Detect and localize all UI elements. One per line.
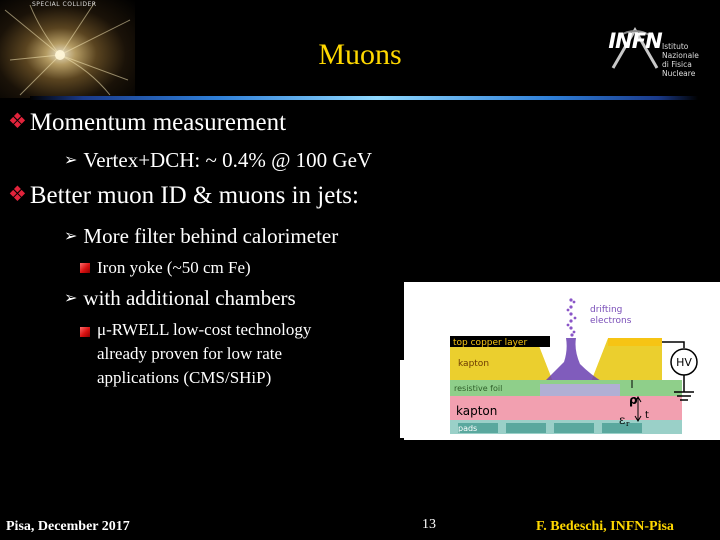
top-copper-right (608, 338, 662, 346)
pads-label: pads (458, 424, 478, 433)
hv-label: HV (676, 356, 692, 369)
epsilon-symbol: ε (619, 413, 626, 427)
sub-bullet-vertex (64, 148, 372, 173)
infn-subtitle-line: di Fisica Nucleare (662, 60, 696, 78)
page-number: 13 (422, 517, 436, 532)
infn-logo-subtitle (662, 42, 715, 78)
diamond-bullet-icon: ❖ (8, 109, 27, 133)
square-bullet-icon (80, 263, 90, 273)
sub-bullet-text: with additional chambers (83, 286, 296, 310)
arrow-bullet-icon: ➢ (64, 290, 78, 307)
arrow-bullet-icon: ➢ (64, 152, 78, 169)
footer-author: F. Bedeschi, INFN-Pisa (536, 519, 674, 534)
item-line: applications (CMS/SHiP) (97, 368, 272, 387)
square-bullet-icon (80, 327, 90, 337)
rwell-detector-diagram (400, 280, 720, 442)
epsilon-subscript: r (626, 420, 630, 428)
drifting-label: electrons (590, 316, 632, 326)
item-rwell (80, 320, 90, 344)
bullet-momentum (8, 109, 286, 137)
sub-bullet-chambers (64, 286, 296, 311)
infn-logo (605, 24, 715, 80)
sub-bullet-text: Vertex+DCH: ~ 0.4% @ 100 GeV (83, 148, 373, 172)
bullet-muon-id (8, 182, 359, 210)
drifting-label: drifting (590, 305, 623, 315)
rho-symbol: ρ (629, 393, 638, 407)
item-iron-yoke-text: Iron yoke (~50 cm Fe) (97, 258, 251, 277)
arrow-bullet-icon: ➢ (64, 228, 78, 245)
bullet-text: Momentum measurement (29, 109, 287, 136)
bullet-text: Better muon ID & muons in jets: (29, 182, 359, 209)
infn-logo-text: INFN (608, 29, 662, 53)
infn-subtitle-line: Istituto Nazionale (662, 42, 699, 60)
resistive-label: resistive foil (454, 384, 503, 393)
kapton-lower-label: kapton (456, 404, 498, 418)
kapton-upper-label: kapton (458, 359, 490, 369)
charge-spread (540, 384, 620, 396)
item-line: μ-RWELL low-cost technology (97, 320, 312, 339)
footer-date: Pisa, December 2017 (6, 519, 130, 534)
lab-caption: SPECIAL COLLIDER (32, 1, 97, 8)
sub-bullet-filter (64, 224, 338, 249)
top-copper-label: top copper layer (453, 338, 528, 348)
thickness-label: t (645, 410, 649, 421)
sub-bullet-text: More filter behind calorimeter (83, 224, 339, 248)
diamond-bullet-icon: ❖ (8, 182, 27, 206)
slide-title: Muons (318, 38, 402, 71)
item-iron-yoke (80, 256, 90, 280)
header-divider (30, 96, 698, 100)
item-line: already proven for low rate (97, 344, 283, 363)
item-rwell-text (97, 318, 397, 390)
figure-tab (400, 360, 406, 438)
